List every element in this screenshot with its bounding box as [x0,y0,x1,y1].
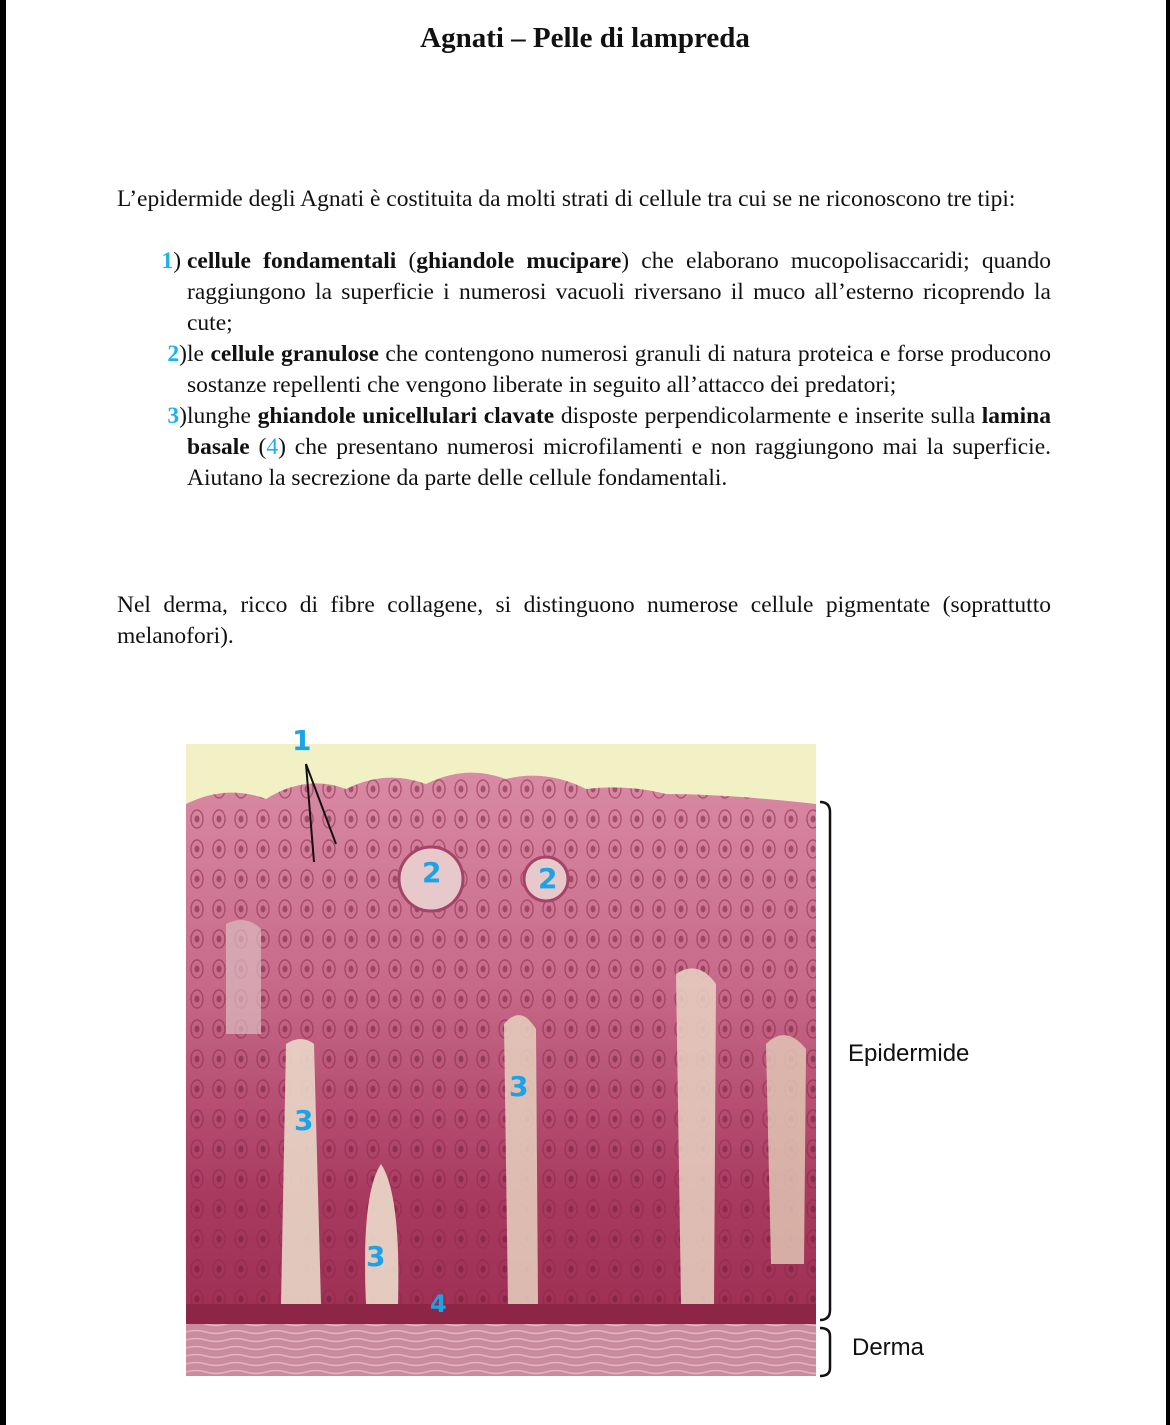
dermis-bracket [820,1328,830,1376]
term-bold: cellule fondamentali [187,248,397,274]
figure-label-3a: 3 [294,1104,314,1137]
figure-label-3c: 3 [366,1240,386,1273]
page-title: Agnati – Pelle di lampreda [420,22,750,54]
clavate-gland-cell [226,920,261,1034]
caption-epidermide: Epidermide [848,1040,970,1067]
derma-paragraph: Nel derma, ricco di fibre collagene, si distinguono numerose cellule pigmentate (soprattutto melanofori). [117,592,1051,649]
figure-label-2b: 2 [538,862,558,895]
caption-derma: Derma [852,1334,925,1361]
page-edge-right [1166,0,1170,1425]
epidermis-bracket [820,802,830,1320]
figure-label-2a: 2 [422,856,442,889]
figure-label-1: 1 [292,724,312,757]
cell-layer-texture [186,773,816,1304]
ref-number: 4 [266,434,279,460]
clavate-gland-cell [676,968,716,1304]
figure-label-4: 4 [430,1290,447,1318]
term-bold: ghiandole mucipare [416,248,622,274]
basal-lamina [186,1304,816,1324]
histology-image [186,744,816,1376]
term-bold: ghiandole unicellulari clavate [257,403,555,429]
list-item: 1) cellule fondamentali (ghiandole mucipare) che elaborano mucopolisaccaridi; quando raggiungono la superficie i numerosi vacuoli riversano il muco all’esterno ricoprendo la cute; [161,248,1052,336]
collagen-fibers [186,1324,816,1376]
cell-type-list [117,246,1051,494]
list-number: 1 [161,248,174,274]
figure-brackets [818,800,840,1380]
list-number: 3 [167,403,180,429]
list-number: 2 [167,341,180,367]
list-item: 3) lunghe ghiandole unicellulari clavate disposte perpendicolarmente e inserite sulla lamina basale (4) che presentano numerosi microfilamenti e non raggiungono mai la superficie. Aiutano la secrezione da parte delle cellule fondamentali. [167,403,1051,491]
list-item: 2) le cellule granulose che contengono numerosi granuli di natura proteica e forse producono sostanze repellenti che vengono liberate in seguito all’attacco dei predatori; [167,341,1051,398]
clavate-gland-cell [504,1015,538,1304]
intro-paragraph: L’epidermide degli Agnati è costituita da molti strati di cellule tra cui se ne riconoscono tre tipi: [117,186,1016,212]
clavate-gland-cell [766,1035,806,1264]
term-bold: cellule granulose [210,341,379,367]
term-bold: lamina basale [187,403,1051,460]
page-edge-left [0,0,6,1425]
figure-label-3b: 3 [509,1070,529,1103]
